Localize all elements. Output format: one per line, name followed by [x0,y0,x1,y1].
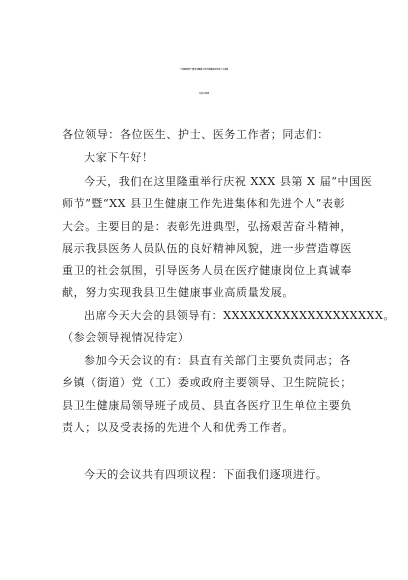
salutation-line: 各位领导：各位医生、护士、医务工作者；同志们： [62,128,329,141]
body-line: 重卫的社会氛围，引导医务人员在医疗健康岗位上真诚奉 [62,264,352,277]
body-line: 出席今天大会的县领导有：XXXXXXXXXXXXXXXXXXX。 [84,309,395,322]
document-title-line-1: “中国医师节”暨卫生健康工作先进集体和先进个人表彰 [179,69,229,71]
body-line: 今天的会议共有四项议程：下面我们逐项进行。 [84,468,328,481]
body-line: 献，努力实现我县卫生健康事业高质量发展。 [62,286,294,299]
body-line: 大会。主要目的是：表彰先进典型，弘扬艰苦奋斗精神， [62,220,352,233]
body-line: 师节”暨“XX 县卫生健康工作先进集体和先进个人”表彰 [62,197,346,210]
body-line: 参加今天会议的有：县直有关部门主要负责同志；各 [84,354,351,367]
body-line: 今天，我们在这里隆重举行庆祝 XXX 县第 X 届“中国医 [84,175,373,188]
document-title-line-2: 大会主持词 [198,93,209,95]
greeting-line: 大家下午好！ [84,151,154,164]
body-line: 县卫生健康局领导班子成员、县直各医疗卫生单位主要负 [62,399,352,412]
body-line: 乡镇（街道）党（工）委或政府主要领导、卫生院院长； [62,376,352,389]
body-line: 展示我县医务人员队伍的良好精神风貌，进一步营造尊医 [62,242,352,255]
body-line: 责人；以及受表扬的先进个人和优秀工作者。 [62,421,294,434]
body-line: （参会领导视情况待定） [62,331,190,344]
